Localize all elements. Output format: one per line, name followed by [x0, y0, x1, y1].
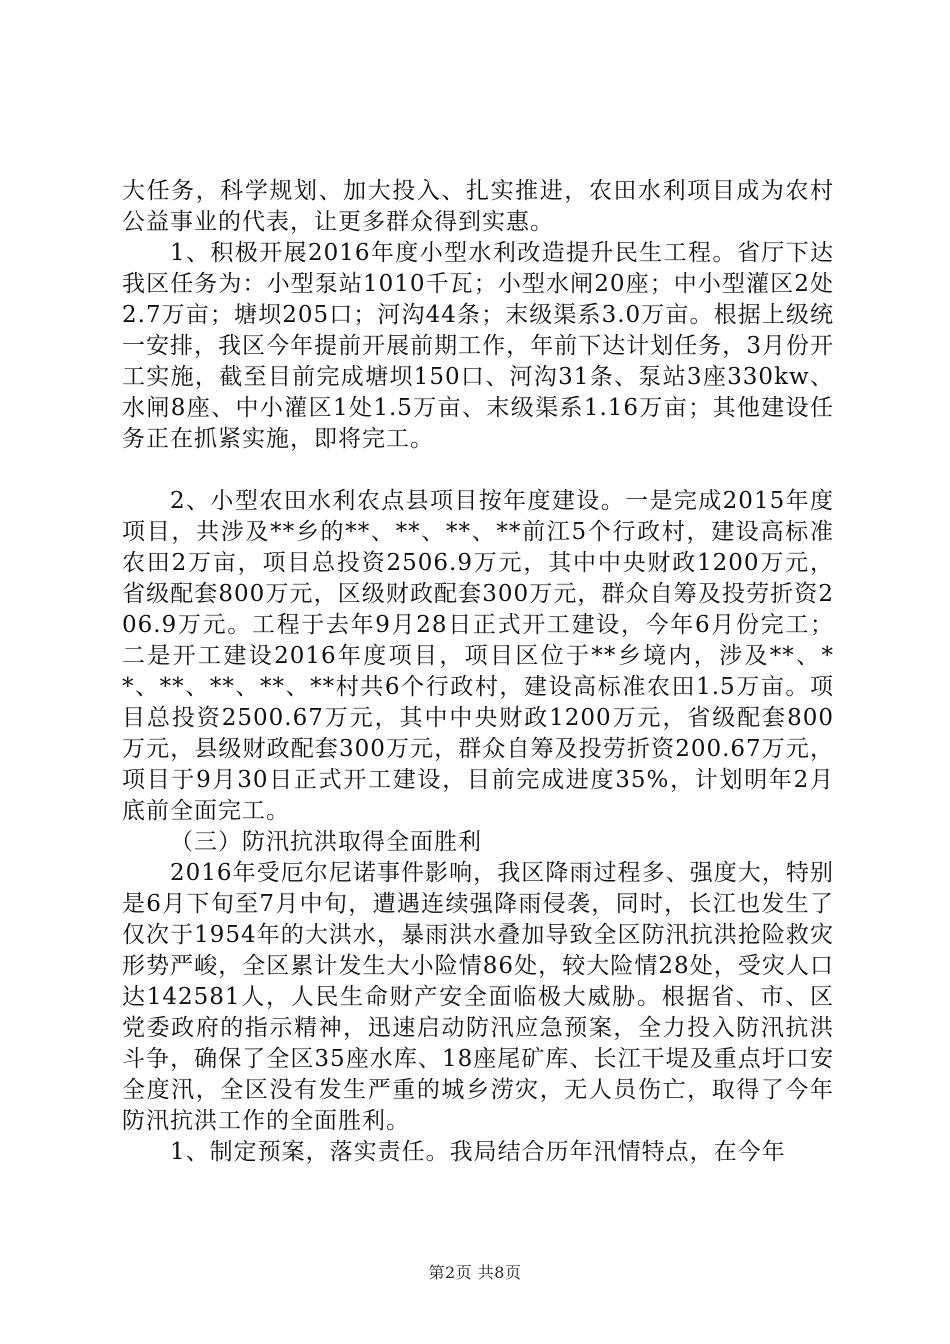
- paragraph-item-1-plans-responsibility: 1、制定预案，落实责任。我局结合历年汛情特点，在今年: [170, 1139, 786, 1165]
- paragraph-item-2-farmland-projects: 2、小型农田水利农点县项目按年度建设。一是完成2015年度项目，共涉及**乡的**、**、**、**前江5个行政村，建设高标准农田2万亩，项目总投资2506.9万元，其中中央财政1200万元，省级配套800万元，区级财政配套300万元，群众自筹及投劳折资206.9万元。工程于去年9月28日正式开工建设，今年6月份完工；二是开工建设2016年度项目，项目区位于**乡境内，涉及**、**、**、**、**、**村共6个行政村，建设高标准农田1.5万亩。项目总投资2500.67万元，其中中央财政1200万元，省级配套800万元，县级财政配套300万元，群众自筹及投劳折资200.67万元，项目于9月30日正式开工建设，目前完成进度35%，计划明年2月底前全面完工。: [122, 488, 834, 824]
- paragraph-item-1-water-projects: 1、积极开展2016年度小型水利改造提升民生工程。省厅下达我区任务为：小型泵站1010千瓦；小型水闸20座；中小型灌区2处2.7万亩；塘坝205口；河沟44条；末级渠系3.0万亩。根据上级统一安排，我区今年提前开展前期工作，年前下达计划任务，3月份开工实施，截至目前完成塘坝150口、河沟31条、泵站3座330kw、水闸8座、中小灌区1处1.5万亩、末级渠系1.16万亩；其他建设任务正在抓紧实施，即将完工。: [122, 240, 834, 452]
- section-heading-flood-control: （三）防汛抗洪取得全面胜利: [170, 829, 482, 855]
- document-body: [122, 176, 834, 1168]
- paragraph-spacer: [122, 455, 834, 486]
- paragraph-intro-continuation: 大任务，科学规划、加大投入、扎实推进，农田水利项目成为农村公益事业的代表，让更多群众得到实惠。: [122, 178, 834, 235]
- page-footer: 第2页 共8页: [428, 1263, 522, 1282]
- paragraph-flood-summary: 2016年受厄尔尼诺事件影响，我区降雨过程多、强度大，特别是6月下旬至7月中旬，遭遇连续强降雨侵袭，同时，长江也发生了仅次于1954年的大洪水，暴雨洪水叠加导致全区防汛抗洪抢险救灾形势严峻，全区累计发生大小险情86处，较大险情28处，受灾人口达142581人，人民生命财产安全面临极大威胁。根据省、市、区党委政府的指示精神，迅速启动防汛应急预案，全力投入防汛抗洪斗争，确保了全区35座水库、18座尾矿库、长江干堤及重点圩口安全度汛，全区没有发生严重的城乡涝灾，无人员伤亡，取得了今年防汛抗洪工作的全面胜利。: [122, 860, 834, 1134]
